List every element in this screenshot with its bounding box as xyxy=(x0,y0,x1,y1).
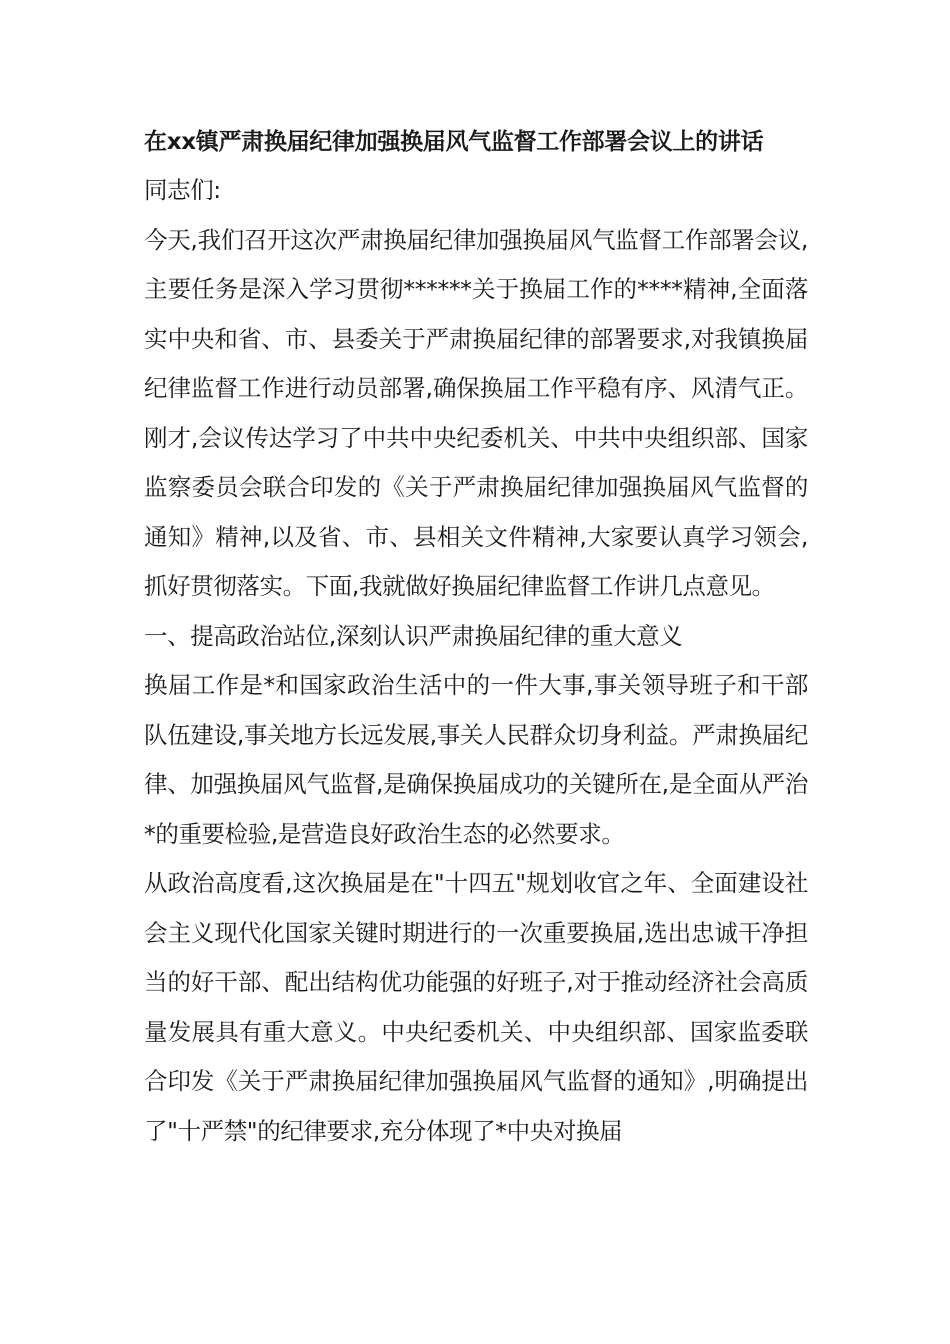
paragraph-intro: 今天,我们召开这次严肃换届纪律加强换届风气监督工作部署会议,主要任务是深入学习贯彻******关于换届工作的****精神,全面落实中央和省、市、县委关于严肃换届纪律的部署要求,对我镇换届纪律监督工作进行动员部署,确保换届工作平稳有序、风清气正。刚才,会议传达学习了中共中央纪委机关、中共中央组织部、国家监察委员会联合印发的《关于严肃换届纪律加强换届风气监督的通知》精神,以及省、市、县相关文件精神,大家要认真学习领会,抓好贯彻落实。下面,我就做好换届纪律监督工作讲几点意见。 xyxy=(144,225,808,600)
document-title: 在xx镇严肃换届纪律加强换届风气监督工作部署会议上的讲话 xyxy=(144,129,764,155)
section-heading-1: 一、提高政治站位,深刻认识严肃换届纪律的重大意义 xyxy=(144,621,683,650)
greeting: 同志们: xyxy=(144,176,221,204)
paragraph-political-height: 从政治高度看,这次换届是在"十四五"规划收官之年、全面建设社会主义现代化国家关键时期进行的一次重要换届,选出忠诚干净担当的好干部、配出结构优功能强的好班子,对于推动经济社会高质量发展具有重大意义。中央纪委机关、中央组织部、国家监委联合印发《关于严肃换届纪律加强换届风气监督的通知》,明确提出了"十严禁"的纪律要求,充分体现了*中央对换届 xyxy=(144,869,808,1145)
document-page xyxy=(144,118,808,1156)
paragraph-significance: 换届工作是*和国家政治生活中的一件大事,事关领导班子和干部队伍建设,事关地方长远发展,事关人民群众切身利益。严肃换届纪律、加强换届风气监督,是确保换届成功的关键所在,是全面从严治*的重要检验,是营造良好政治生态的必然要求。 xyxy=(144,671,808,848)
